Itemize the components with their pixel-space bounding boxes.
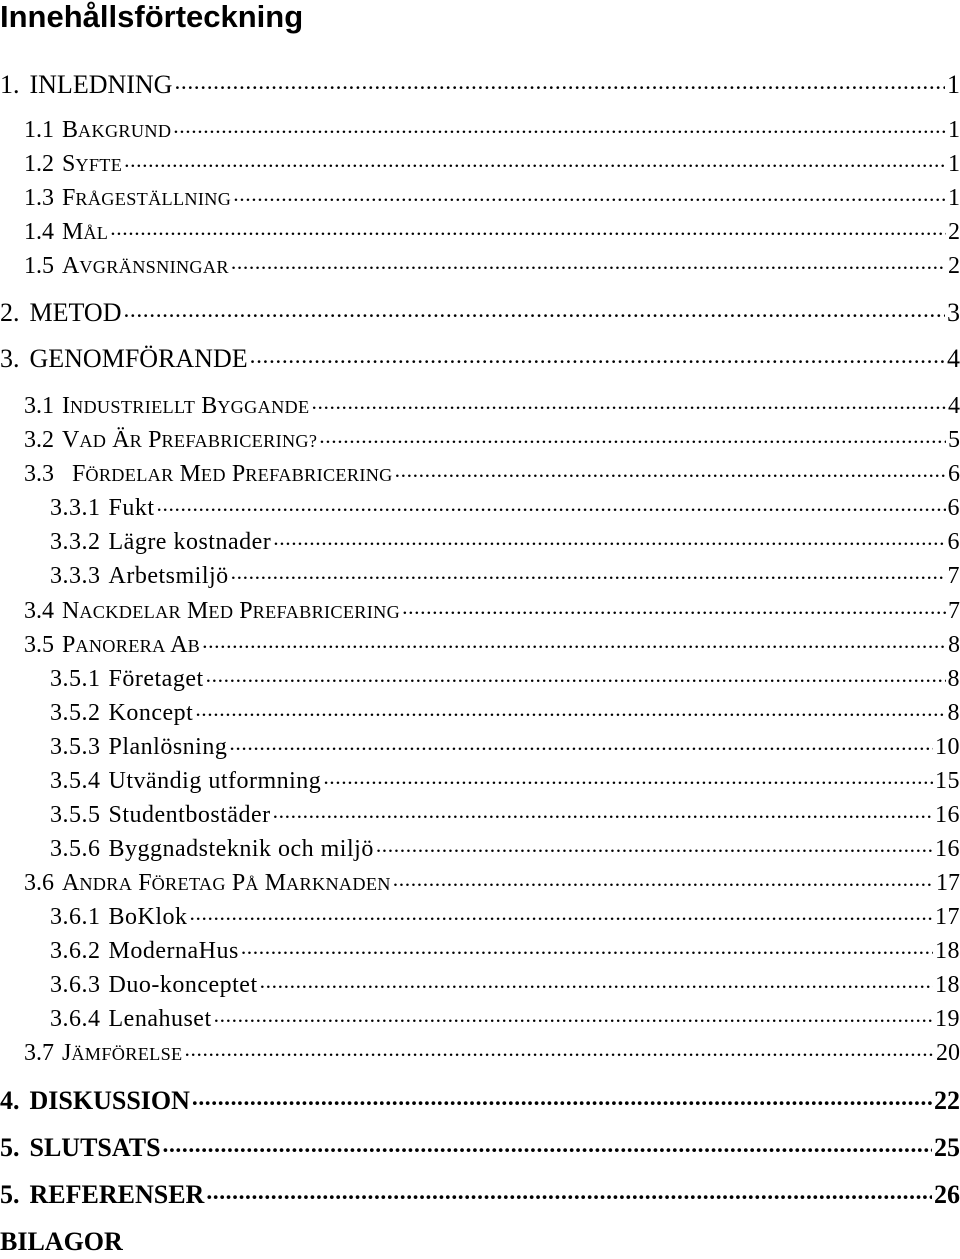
dot-leader bbox=[182, 1038, 934, 1068]
toc-entry[interactable] bbox=[24, 868, 960, 898]
toc-entry-page: 1 bbox=[946, 183, 960, 213]
toc-entry-number: 5. bbox=[0, 1131, 20, 1165]
toc-entry-title: Fukt bbox=[109, 493, 155, 523]
toc-entry-page: 6 bbox=[946, 459, 960, 489]
toc-entry[interactable] bbox=[24, 251, 960, 281]
toc-entry-title: MÅL bbox=[62, 217, 108, 248]
toc-entry-page: 26 bbox=[932, 1178, 960, 1212]
dot-leader bbox=[200, 630, 946, 660]
toc-entry-page: 1 bbox=[945, 68, 960, 102]
dot-leader bbox=[190, 1084, 932, 1118]
toc-entry-page: 10 bbox=[933, 732, 960, 762]
dot-leader bbox=[161, 1131, 932, 1165]
toc-entry[interactable] bbox=[24, 217, 960, 247]
dot-leader bbox=[400, 596, 946, 626]
toc-entry-title: JÄMFÖRELSE bbox=[62, 1038, 182, 1069]
toc-entry-page: 6 bbox=[946, 493, 960, 523]
toc-entry-number: 3.4 bbox=[24, 596, 54, 626]
dot-leader bbox=[172, 68, 945, 102]
toc-entry-number: 3.7 bbox=[24, 1038, 54, 1068]
toc-entry-page: 6 bbox=[946, 527, 960, 557]
toc-entry[interactable] bbox=[24, 1038, 960, 1068]
toc-entry[interactable] bbox=[50, 902, 960, 932]
toc-entry-page: 19 bbox=[933, 1004, 960, 1034]
toc-entry-title: Koncept bbox=[109, 698, 194, 728]
toc-entry-number: 1.3 bbox=[24, 183, 54, 213]
dot-leader bbox=[229, 251, 946, 281]
dot-leader bbox=[204, 664, 946, 694]
toc-entry-page: 8 bbox=[946, 630, 960, 660]
toc-entry[interactable] bbox=[0, 1131, 960, 1165]
toc-entry[interactable] bbox=[24, 391, 960, 421]
dot-leader bbox=[212, 1004, 933, 1034]
toc-entry-page: 17 bbox=[934, 868, 960, 898]
toc-entry[interactable] bbox=[50, 732, 960, 762]
toc-entry[interactable] bbox=[0, 68, 960, 102]
toc-entry-title: GENOMFÖRANDE bbox=[30, 342, 248, 376]
toc-entry-number: 3.3.2 bbox=[50, 527, 101, 557]
toc-entry-number: 3.5.5 bbox=[50, 800, 101, 830]
toc-entry-number: 3.3 bbox=[24, 459, 54, 489]
toc-entry-number: 3.6.4 bbox=[50, 1004, 101, 1034]
dot-leader bbox=[271, 800, 933, 830]
toc-entry[interactable] bbox=[50, 527, 960, 557]
toc-entry-number: 3.5.6 bbox=[50, 834, 101, 864]
toc-entry[interactable] bbox=[50, 766, 960, 796]
toc-entry-title: Lenahuset bbox=[109, 1004, 212, 1034]
toc-entry-number: 1.1 bbox=[24, 115, 54, 145]
toc-entry[interactable] bbox=[50, 936, 960, 966]
toc-entry-title: NACKDELAR MED PREFABRICERING bbox=[62, 596, 400, 627]
toc-entry[interactable] bbox=[50, 1004, 960, 1034]
dot-leader bbox=[317, 425, 946, 455]
dot-leader bbox=[188, 902, 933, 932]
dot-leader bbox=[248, 342, 945, 376]
toc-entry-title: PANORERA AB bbox=[62, 630, 200, 661]
toc-entry[interactable] bbox=[0, 1178, 960, 1212]
toc-entry-title: Lägre kostnader bbox=[109, 527, 272, 557]
dot-leader bbox=[121, 296, 945, 330]
toc-entry-page: 20 bbox=[934, 1038, 960, 1068]
toc-entry-title: DISKUSSION bbox=[30, 1084, 190, 1118]
toc-entry-title: Utvändig utformning bbox=[109, 766, 322, 796]
toc-entry-number: 4. bbox=[0, 1084, 20, 1118]
toc-entry-page: 17 bbox=[933, 902, 960, 932]
toc-entry-number: 1.5 bbox=[24, 251, 54, 281]
dot-leader bbox=[122, 149, 946, 179]
toc-entry-title: Duo-konceptet bbox=[109, 970, 258, 1000]
toc-entry-number: 3.5.2 bbox=[50, 698, 101, 728]
toc-entry-title: REFERENSER bbox=[30, 1178, 205, 1212]
dot-leader bbox=[258, 970, 933, 1000]
dot-leader bbox=[204, 1178, 932, 1212]
toc-entry-title: BoKlok bbox=[109, 902, 188, 932]
toc-entry-number: 2. bbox=[0, 296, 20, 330]
toc-entry-page: 7 bbox=[946, 561, 960, 591]
toc-entry-page: 8 bbox=[946, 698, 960, 728]
toc-entry-page: 4 bbox=[945, 342, 960, 376]
toc-entry-number: 3.1 bbox=[24, 391, 54, 421]
toc-entry-number: 1. bbox=[0, 68, 20, 102]
toc-heading: Innehållsförteckning bbox=[0, 0, 303, 34]
toc-entry-page: 7 bbox=[946, 596, 960, 626]
toc-entry[interactable] bbox=[50, 493, 960, 523]
toc-entry-page: 16 bbox=[933, 834, 960, 864]
toc-entry-page: 4 bbox=[946, 391, 960, 421]
toc-entry-title: Byggnadsteknik och miljö bbox=[109, 834, 374, 864]
dot-leader bbox=[229, 561, 946, 591]
toc-entry-title: Företaget bbox=[109, 664, 204, 694]
dot-leader bbox=[155, 493, 946, 523]
toc-entry[interactable] bbox=[24, 425, 960, 455]
toc-entry-title: FRÅGESTÄLLNING bbox=[62, 183, 231, 214]
toc-entry-title: ModernaHus bbox=[109, 936, 239, 966]
dot-leader bbox=[171, 115, 946, 145]
dot-leader bbox=[391, 868, 934, 898]
toc-entry-page: 2 bbox=[946, 251, 960, 281]
appendix-label: BILAGOR bbox=[0, 1225, 123, 1259]
dot-leader bbox=[193, 698, 945, 728]
toc-entry-page: 1 bbox=[946, 115, 960, 145]
toc-entry-page: 3 bbox=[945, 296, 960, 330]
toc-entry[interactable] bbox=[24, 115, 960, 145]
toc-entry-number: 3.6 bbox=[24, 868, 54, 898]
toc-entry-title: VAD ÄR PREFABRICERING? bbox=[62, 425, 317, 456]
toc-entry-number: 3. bbox=[0, 342, 20, 376]
toc-entry-title: Studentbostäder bbox=[109, 800, 271, 830]
toc-entry-number: 3.6.3 bbox=[50, 970, 101, 1000]
toc-entry-title: ANDRA FÖRETAG PÅ MARKNADEN bbox=[62, 868, 391, 899]
toc-entry-page: 25 bbox=[932, 1131, 960, 1165]
toc-entry-number: 3.6.1 bbox=[50, 902, 101, 932]
toc-entry-title: BAKGRUND bbox=[62, 115, 171, 146]
dot-leader bbox=[393, 459, 946, 489]
toc-entry[interactable] bbox=[24, 459, 960, 489]
toc-entry-number: 3.6.2 bbox=[50, 936, 101, 966]
toc-entry-title: SYFTE bbox=[62, 149, 122, 180]
toc-entry-page: 8 bbox=[946, 664, 960, 694]
toc-entry-title: INLEDNING bbox=[30, 68, 173, 102]
toc-entry-number: 3.2 bbox=[24, 425, 54, 455]
toc-entry[interactable] bbox=[24, 630, 960, 660]
toc-entry-title: Arbetsmiljö bbox=[109, 561, 229, 591]
toc-entry[interactable] bbox=[24, 596, 960, 626]
dot-leader bbox=[271, 527, 945, 557]
toc-entry[interactable] bbox=[50, 561, 960, 591]
dot-leader bbox=[321, 766, 933, 796]
toc-entry-page: 22 bbox=[932, 1084, 960, 1118]
toc-entry-title: FÖRDELAR MED PREFABRICERING bbox=[72, 459, 393, 490]
toc-entry-page: 18 bbox=[933, 970, 960, 1000]
toc-entry-number: 3.3.1 bbox=[50, 493, 101, 523]
toc-entry-title: AVGRÄNSNINGAR bbox=[62, 251, 229, 282]
toc-entry[interactable] bbox=[0, 1084, 960, 1118]
toc-entry-page: 2 bbox=[946, 217, 960, 247]
toc-entry[interactable] bbox=[50, 698, 960, 728]
toc-entry-title: Planlösning bbox=[109, 732, 228, 762]
toc-entry-number: 3.5 bbox=[24, 630, 54, 660]
dot-leader bbox=[227, 732, 933, 762]
toc-entry-page: 5 bbox=[946, 425, 960, 455]
toc-entry[interactable] bbox=[24, 183, 960, 213]
toc-entry-title: INDUSTRIELLT BYGGANDE bbox=[62, 391, 309, 422]
toc-entry-page: 16 bbox=[933, 800, 960, 830]
toc-entry-number: 5. bbox=[0, 1178, 20, 1212]
toc-entry[interactable] bbox=[50, 664, 960, 694]
toc-entry[interactable] bbox=[0, 342, 960, 376]
toc-entry-title: METOD bbox=[30, 296, 122, 330]
toc-entry[interactable] bbox=[50, 834, 960, 864]
dot-leader bbox=[231, 183, 946, 213]
toc-entry[interactable] bbox=[50, 970, 960, 1000]
toc-entry-page: 15 bbox=[933, 766, 960, 796]
toc-entry-number: 3.5.4 bbox=[50, 766, 101, 796]
dot-leader bbox=[309, 391, 946, 421]
toc-entry-number: 1.2 bbox=[24, 149, 54, 179]
toc-entry-page: 18 bbox=[933, 936, 960, 966]
dot-leader bbox=[108, 217, 946, 247]
toc-entry-number: 1.4 bbox=[24, 217, 54, 247]
toc-entry-title: SLUTSATS bbox=[30, 1131, 161, 1165]
dot-leader bbox=[239, 936, 933, 966]
toc-entry-number: 3.3.3 bbox=[50, 561, 101, 591]
toc-entry-number: 3.5.3 bbox=[50, 732, 101, 762]
toc-entry[interactable] bbox=[50, 800, 960, 830]
dot-leader bbox=[374, 834, 933, 864]
toc-entry-number: 3.5.1 bbox=[50, 664, 101, 694]
toc-entry-page: 1 bbox=[946, 149, 960, 179]
toc-entry[interactable] bbox=[24, 149, 960, 179]
toc-entry[interactable] bbox=[0, 296, 960, 330]
